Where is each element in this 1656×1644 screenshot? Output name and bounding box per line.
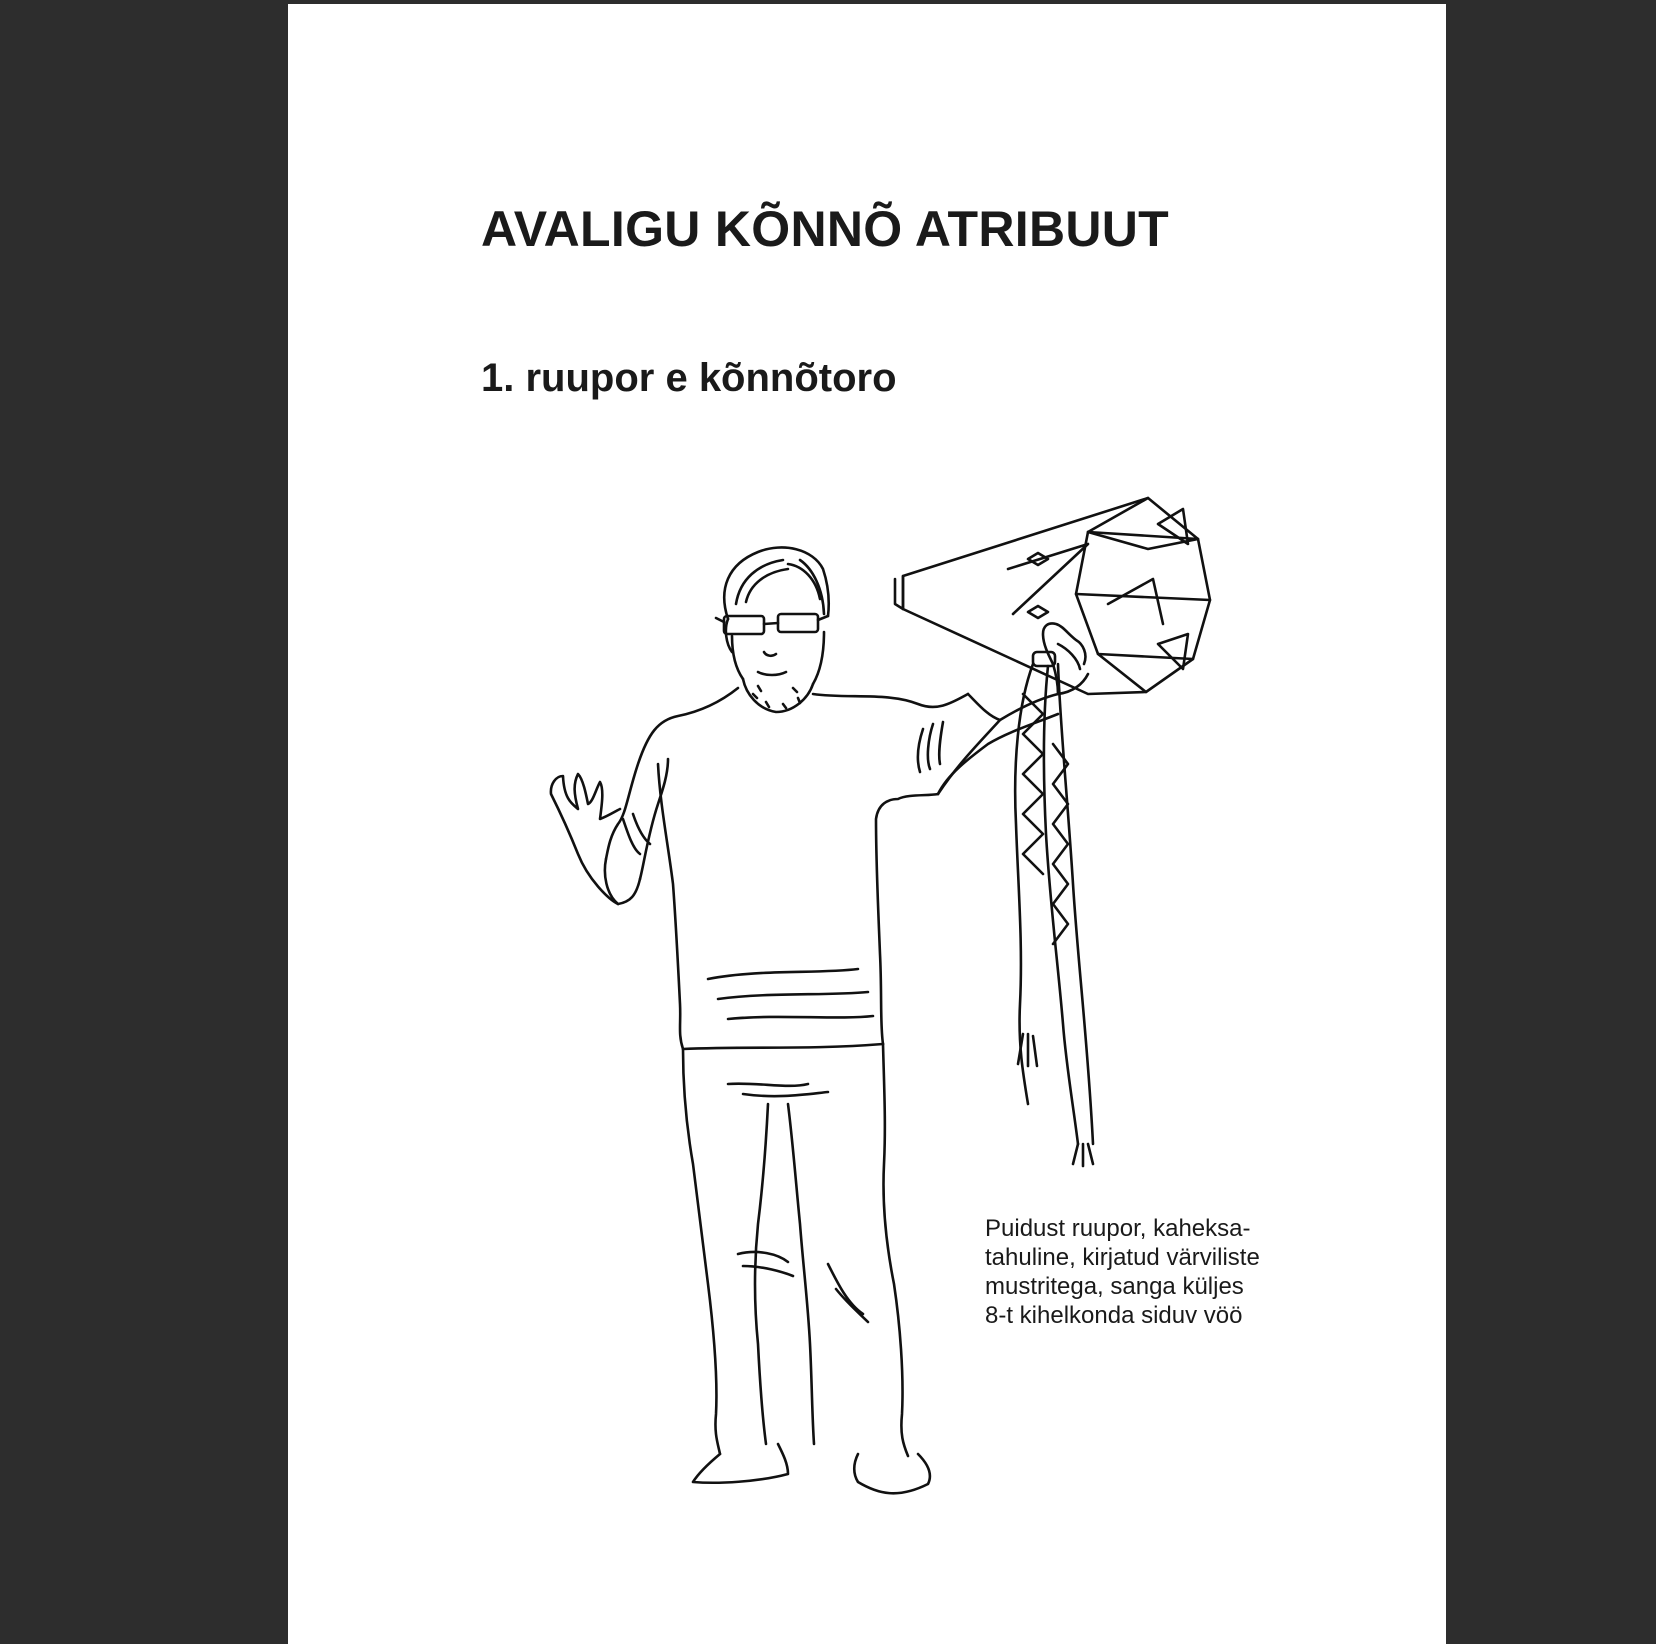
- caption-line: tahuline, kirjatud värviliste: [985, 1244, 1260, 1271]
- caption-line: Puidust ruupor, kaheksa-: [985, 1215, 1251, 1242]
- illustration-caption: [985, 1214, 1260, 1330]
- line-drawing-man-with-megaphone: [288, 4, 1446, 1644]
- right-arm-sketch: [918, 623, 1088, 794]
- caption-line: 8-t kihelkonda siduv vöö: [985, 1302, 1243, 1329]
- page-title: AVALIGU KÕNNÕ ATRIBUUT: [481, 201, 1170, 257]
- belt-sketch: [1015, 652, 1093, 1166]
- jeans-sketch: [683, 1044, 908, 1456]
- hair-sketch: [724, 547, 829, 652]
- section-heading: 1. ruupor e kõnnõtoro: [481, 356, 897, 400]
- glasses-sketch: [716, 614, 828, 634]
- left-arm-sketch: [551, 759, 668, 904]
- face-sketch: [732, 632, 824, 712]
- caption-line: mustritega, sanga küljes: [985, 1273, 1244, 1300]
- shoes-sketch: [693, 1444, 930, 1493]
- document-page: [288, 4, 1446, 1644]
